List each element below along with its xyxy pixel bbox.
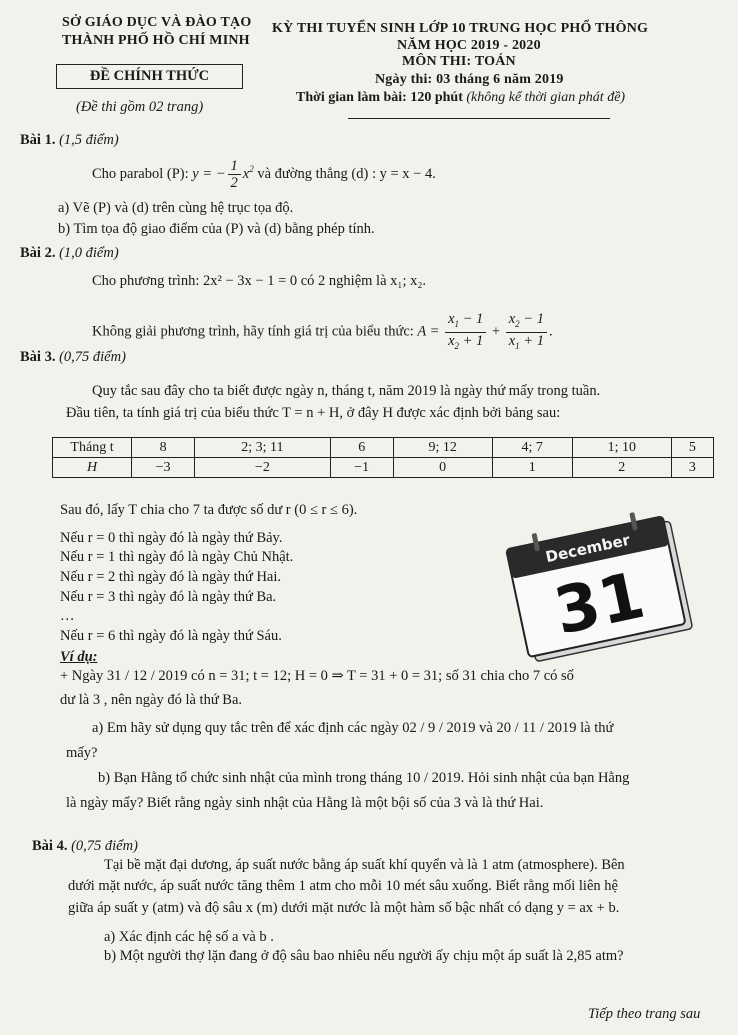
problem-3-part-a-cont: mấy? — [66, 745, 98, 761]
problem-1-statement: Cho parabol (P): y = − $\frac{1}{2}$ $x^2$ và đường thẳng (d) : y = x − 4. — [92, 158, 436, 191]
table-cell: 6 — [330, 438, 393, 458]
school-year: NĂM HỌC 2019 - 2020 — [397, 38, 541, 53]
problem-3-part-b: b) Bạn Hằng tổ chức sinh nhật của mình trong tháng 10 / 2019. Hỏi sinh nhật của bạn Hằng — [98, 770, 630, 786]
table-cell: Tháng t — [53, 438, 132, 458]
table-cell: 9; 12 — [393, 438, 492, 458]
problem-2-equation: Cho phương trình: 2x² − 3x − 1 = 0 có 2 nghiệm là x₁; x₂. — [92, 273, 427, 289]
problem-3-part-a: a) Em hãy sử dụng quy tắc trên để xác định các ngày 02 / 9 / 2019 và 20 / 11 / 2019 là thứ — [92, 720, 614, 736]
city-name: THÀNH PHỐ HỒ CHÍ MINH — [62, 33, 250, 48]
problem-1-part-b: b) Tìm tọa độ giao điểm của (P) và (d) bằng phép tính. — [58, 221, 375, 237]
problem-1-part-a: a) Vẽ (P) và (d) trên cùng hệ trục tọa độ. — [58, 200, 294, 216]
table-row — [53, 438, 714, 458]
problem-3-intro: Quy tắc sau đây cho ta biết được ngày n, tháng t, năm 2019 là ngày thứ mấy trong tuần. — [92, 383, 601, 399]
table-cell: 8 — [132, 438, 195, 458]
problem-3-heading: Bài 3. (0,75 điểm) — [20, 349, 126, 365]
fraction-a-term2: $\frac{x_2 - 1}{x_1 + 1}$ — [506, 311, 547, 354]
problem-4-part-a: a) Xác định các hệ số a và b . — [104, 929, 274, 945]
problem-3-formula: Đầu tiên, ta tính giá trị của biểu thức T = n + H, ở đây H được xác định bởi bảng sau: — [66, 405, 561, 421]
example-line-1: + Ngày 31 / 12 / 2019 có n = 31; t = 12; H = 0 ⇒ T = 31 + 0 = 31; số 31 chia cho 7 có số — [60, 668, 574, 684]
table-cell: 0 — [393, 458, 492, 478]
problem-4-heading: Bài 4. (0,75 điểm) — [32, 838, 138, 854]
fraction-a-term1: $\frac{x_1 - 1}{x_2 + 1}$ — [445, 311, 486, 354]
problem-4-para-3: giữa áp suất y (atm) và độ sâu x (m) dưới mặt nước là một hàm số bậc nhất có dạng y = ax + b. — [68, 900, 620, 916]
table-cell: 1; 10 — [572, 438, 671, 458]
remainder-rule: Sau đó, lấy T chia cho 7 ta được số dư r (0 ≤ r ≤ 6). — [60, 502, 358, 518]
h-value-table — [52, 437, 714, 478]
subject: MÔN THI: TOÁN — [402, 54, 516, 69]
example-line-2: dư là 3 , nên ngày đó là thứ Ba. — [60, 692, 243, 708]
table-cell: 4; 7 — [492, 438, 572, 458]
rule-r0: Nếu r = 0 thì ngày đó là ngày thứ Bảy. — [60, 530, 283, 546]
exam-duration: Thời gian làm bài: 120 phút (không kể thời gian phát đề) — [296, 90, 626, 105]
calendar-month: December — [543, 530, 632, 567]
pages-note: (Đề thi gồm 02 trang) — [76, 99, 204, 115]
exam-date: Ngày thi: 03 tháng 6 năm 2019 — [375, 72, 564, 87]
table-row — [53, 458, 714, 478]
problem-2-heading: Bài 2. (1,0 điểm) — [20, 245, 119, 261]
rule-r2: Nếu r = 2 thì ngày đó là ngày thứ Hai. — [60, 569, 282, 585]
header-underline — [348, 118, 610, 119]
table-cell: −3 — [132, 458, 195, 478]
calendar-day: 31 — [548, 558, 651, 650]
continued-note: Tiếp theo trang sau — [588, 1006, 701, 1022]
problem-1-heading: Bài 1. (1,5 điểm) — [20, 132, 119, 148]
problem-3-part-b-cont: là ngày mấy? Biết rằng ngày sinh nhật của Hằng là một bội số của 3 và là thứ Hai. — [66, 795, 544, 811]
table-cell: 5 — [671, 438, 713, 458]
problem-4-para-2: dưới mặt nước, áp suất nước tăng thêm 1 atm cho mỗi 10 mét sâu xuống. Biết rằng mối liên hệ — [68, 878, 618, 894]
rule-r3: Nếu r = 3 thì ngày đó là ngày thứ Ba. — [60, 589, 277, 605]
table-cell: −2 — [195, 458, 330, 478]
table-cell: 2; 3; 11 — [195, 438, 330, 458]
table-cell: H — [53, 458, 132, 478]
problem-4-part-b: b) Một người thợ lặn đang ở độ sâu bao nhiêu nếu người ấy chịu một áp suất là 2,85 atm? — [104, 948, 624, 964]
official-exam-box: ĐỀ CHÍNH THỨC — [56, 64, 243, 89]
table-cell: 3 — [671, 458, 713, 478]
rule-r6: Nếu r = 6 thì ngày đó là ngày thứ Sáu. — [60, 628, 282, 644]
problem-4-para-1: Tại bề mặt đại dương, áp suất nước bằng áp suất khí quyển và là 1 atm (atmosphere). Bên — [104, 857, 625, 873]
exam-title: KỲ THI TUYỂN SINH LỚP 10 TRUNG HỌC PHỔ THÔNG — [272, 21, 649, 36]
example-label: Ví dụ: — [60, 649, 98, 665]
problem-2-task: Không giải phương trình, hãy tính giá trị của biểu thức: A = $\frac{x_1 - 1}{x_2 + 1}$ + $\frac{x_2 - 1}{x_1 + 1}$ . — [92, 311, 553, 354]
department-name: SỞ GIÁO DỤC VÀ ĐÀO TẠO — [62, 15, 252, 30]
rule-r1: Nếu r = 1 thì ngày đó là ngày Chủ Nhật. — [60, 549, 294, 565]
rule-ellipsis: … — [60, 608, 75, 624]
fraction-one-half: $\frac{1}{2}$ — [228, 158, 241, 191]
table-cell: −1 — [330, 458, 393, 478]
calendar-icon — [494, 507, 704, 667]
table-cell: 1 — [492, 458, 572, 478]
table-cell: 2 — [572, 458, 671, 478]
